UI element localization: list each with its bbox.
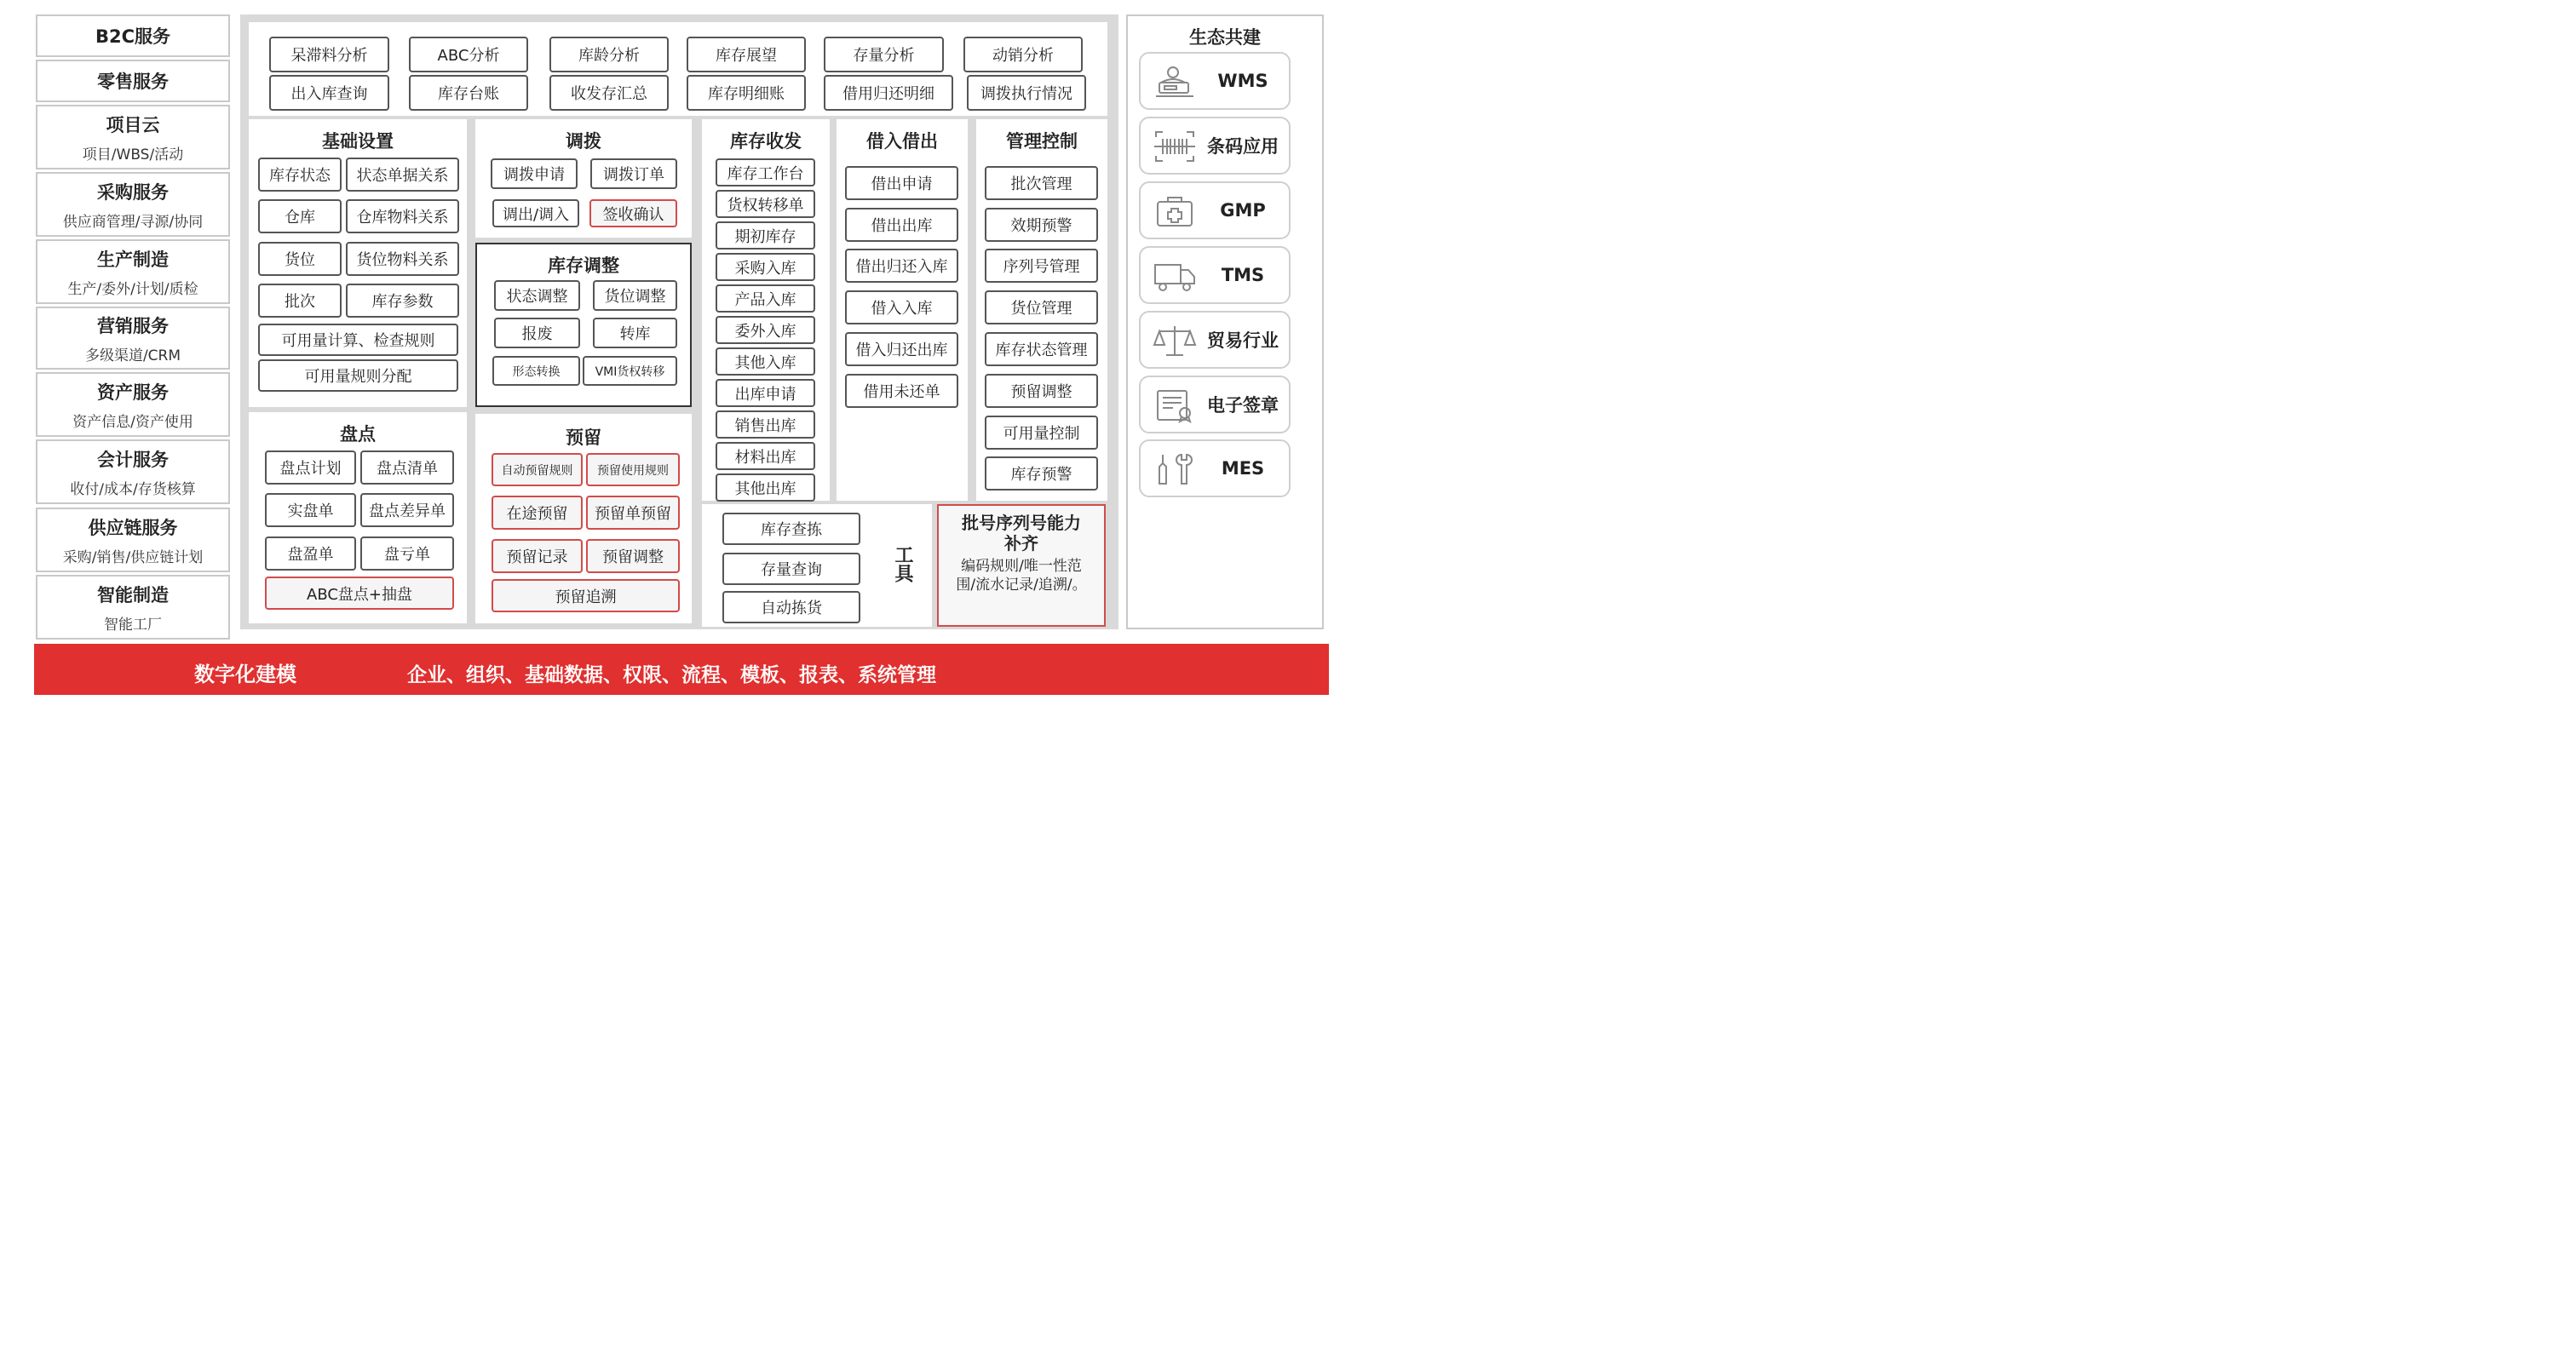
batch-serial-desc-line1: 编码规则/唯一性范 (961, 558, 1082, 575)
batch-serial-title-line1: 批号序列号能力 (962, 513, 1081, 533)
left-service-title: 零售服务 (97, 72, 169, 92)
transfer-button[interactable]: 签收确认 (589, 199, 677, 227)
stock-take-button[interactable]: 实盘单 (265, 493, 356, 527)
stock-take-button[interactable]: ABC盘点+抽盘 (265, 577, 454, 610)
control-button[interactable]: 可用量控制 (985, 416, 1098, 450)
reserve-button[interactable]: 预留调整 (586, 539, 680, 573)
delivery-truck-icon (1153, 258, 1197, 294)
stock-io-button[interactable]: 库存工作台 (716, 158, 815, 186)
control-button[interactable]: 预留调整 (985, 374, 1098, 408)
stock-take-button[interactable]: 盘亏单 (360, 536, 454, 571)
adjust-button[interactable]: 形态转换 (492, 356, 580, 386)
ecosystem-item-label: 电子签章 (1207, 395, 1279, 416)
report-button[interactable]: 存量分析 (824, 37, 944, 72)
basic-setting-button[interactable]: 可用量规则分配 (258, 359, 458, 392)
report-button[interactable]: 借用归还明细 (824, 75, 953, 111)
transfer-button[interactable]: 调拨订单 (590, 158, 677, 189)
tool-button[interactable]: 自动拣货 (722, 591, 860, 623)
borrow-button[interactable]: 借出申请 (845, 166, 958, 200)
report-button[interactable]: 出入库查询 (269, 75, 389, 111)
adjust-button[interactable]: 货位调整 (593, 280, 677, 311)
report-button[interactable]: 库龄分析 (549, 37, 669, 72)
basic-setting-button[interactable]: 仓库 (258, 199, 342, 233)
basic-setting-button[interactable]: 库存状态 (258, 158, 342, 192)
control-button[interactable]: 序列号管理 (985, 249, 1098, 283)
left-service-subtitle: 采购/销售/供应链计划 (62, 548, 204, 566)
ecosystem-item-label: GMP (1220, 200, 1266, 221)
basic-setting-button[interactable]: 货位 (258, 242, 342, 276)
basic-setting-button[interactable]: 批次 (258, 284, 342, 318)
left-service-item[interactable] (36, 239, 230, 304)
left-service-title: 供应链服务 (88, 517, 178, 538)
tools-title-text: 工具 (892, 545, 913, 582)
left-service-item[interactable] (36, 14, 230, 57)
ecosystem-item-label: WMS (1217, 71, 1268, 91)
borrow-button[interactable]: 借入归还出库 (845, 332, 958, 366)
reserve-button[interactable]: 预留单预留 (586, 496, 680, 530)
batch-serial-desc-line2: 围/流水记录/追溯/。 (956, 577, 1087, 594)
ecosystem-item[interactable] (1139, 117, 1291, 175)
borrow-button[interactable]: 借出归还入库 (845, 249, 958, 283)
control-button[interactable]: 库存预警 (985, 456, 1098, 491)
left-service-item[interactable] (36, 575, 230, 640)
tool-button[interactable]: 库存查拣 (722, 513, 860, 545)
barcode-scanner-icon (1153, 129, 1197, 164)
stock-io-button[interactable]: 材料出库 (716, 442, 815, 470)
stock-io-button[interactable]: 出库申请 (716, 379, 815, 407)
left-service-subtitle: 生产/委外/计划/质检 (67, 280, 198, 298)
balance-scale-icon (1153, 323, 1197, 359)
reserve-button[interactable]: 预留使用规则 (586, 453, 680, 486)
report-button[interactable]: 库存展望 (687, 37, 806, 72)
reserve-button[interactable]: 自动预留规则 (492, 453, 583, 486)
stock-io-button[interactable]: 其他出库 (716, 473, 815, 502)
footer-bar (34, 644, 1329, 695)
left-service-item[interactable] (36, 307, 230, 370)
stock-take-button[interactable]: 盘点清单 (360, 450, 454, 485)
borrow-button[interactable]: 借入入库 (845, 290, 958, 324)
report-button[interactable]: 库存明细账 (687, 75, 806, 111)
control-button[interactable]: 货位管理 (985, 290, 1098, 324)
control-button[interactable]: 批次管理 (985, 166, 1098, 200)
left-service-subtitle: 供应商管理/寻源/协同 (62, 213, 204, 231)
stock-io-title: 库存收发 (730, 131, 802, 152)
warehouse-robot-icon (1153, 64, 1197, 100)
tool-button[interactable]: 存量查询 (722, 553, 860, 585)
basic-setting-button[interactable]: 状态单据关系 (346, 158, 459, 192)
reserve-button[interactable]: 预留追溯 (492, 579, 680, 612)
stock-take-title: 盘点 (340, 424, 376, 445)
stock-io-button[interactable]: 其他入库 (716, 347, 815, 376)
stock-io-button[interactable]: 销售出库 (716, 410, 815, 439)
left-service-item[interactable] (36, 508, 230, 572)
ecosystem-item[interactable] (1139, 181, 1291, 239)
stock-io-button[interactable]: 采购入库 (716, 253, 815, 281)
left-service-title: 资产服务 (97, 382, 169, 403)
stock-io-button[interactable]: 产品入库 (716, 284, 815, 313)
report-button[interactable]: 呆滞料分析 (269, 37, 389, 72)
document-signature-icon (1153, 387, 1197, 423)
report-button[interactable]: 调拨执行情况 (967, 75, 1086, 111)
borrow-title: 借入借出 (866, 131, 938, 152)
basic-setting-button[interactable]: 可用量计算、检查规则 (258, 324, 458, 356)
ecosystem-item[interactable] (1139, 311, 1291, 369)
basic-settings-title: 基础设置 (322, 131, 394, 152)
ecosystem-item[interactable] (1139, 376, 1291, 433)
batch-serial-title (937, 513, 1106, 554)
footer-label: 数字化建模 (194, 663, 296, 686)
left-service-title: 项目云 (106, 114, 160, 135)
left-service-title: 营销服务 (97, 315, 169, 336)
ecosystem-item-label: MES (1221, 458, 1265, 479)
basic-setting-button[interactable]: 仓库物料关系 (346, 199, 459, 233)
left-service-title: B2C服务 (95, 26, 171, 47)
left-service-item[interactable] (36, 60, 230, 102)
stock-take-button[interactable]: 盘点差异单 (360, 493, 454, 527)
batch-serial-desc (937, 557, 1106, 594)
stock-io-button[interactable]: 期初库存 (716, 221, 815, 250)
left-service-subtitle: 资产信息/资产使用 (72, 413, 193, 431)
ecosystem-title: 生态共建 (1189, 27, 1261, 48)
left-service-item[interactable] (36, 372, 230, 437)
left-service-title: 会计服务 (97, 449, 169, 470)
adjust-button[interactable]: 转库 (593, 318, 677, 348)
stock-take-button[interactable]: 盘盈单 (265, 536, 356, 571)
inventory-adjust-title: 库存调整 (548, 255, 619, 276)
report-button[interactable]: 动销分析 (963, 37, 1083, 72)
basic-setting-button[interactable]: 货位物料关系 (346, 242, 459, 276)
reserve-button[interactable]: 预留记录 (492, 539, 583, 573)
left-service-subtitle: 收付/成本/存货核算 (70, 480, 196, 498)
transfer-button[interactable]: 调拨申请 (491, 158, 578, 189)
control-button[interactable]: 效期预警 (985, 208, 1098, 242)
ecosystem-item[interactable] (1139, 52, 1291, 110)
left-service-item[interactable] (36, 105, 230, 169)
reserve-title: 预留 (566, 427, 601, 448)
footer-content: 企业、组织、基础数据、权限、流程、模板、报表、系统管理 (407, 664, 936, 686)
basic-setting-button[interactable]: 库存参数 (346, 284, 459, 318)
left-service-item[interactable] (36, 439, 230, 504)
transfer-title: 调拨 (566, 131, 601, 152)
reserve-button[interactable]: 在途预留 (492, 496, 583, 530)
report-button[interactable]: ABC分析 (409, 37, 528, 72)
ecosystem-item-label: 贸易行业 (1207, 330, 1279, 351)
tools-wrench-icon (1153, 451, 1197, 487)
borrow-button[interactable]: 借出出库 (845, 208, 958, 242)
left-service-item[interactable] (36, 172, 230, 237)
ecosystem-item[interactable] (1139, 246, 1291, 304)
stock-take-button[interactable]: 盘点计划 (265, 450, 356, 485)
report-button[interactable]: 收发存汇总 (549, 75, 669, 111)
ecosystem-item-label: TMS (1221, 265, 1265, 285)
adjust-button[interactable]: 状态调整 (494, 280, 580, 311)
stock-io-button[interactable]: 委外入库 (716, 316, 815, 344)
adjust-button[interactable]: VMI货权转移 (583, 356, 677, 386)
left-service-title: 采购服务 (97, 181, 169, 203)
left-service-subtitle: 多级渠道/CRM (84, 347, 181, 364)
tools-title (889, 545, 915, 588)
stock-io-button[interactable]: 货权转移单 (716, 190, 815, 218)
control-button[interactable]: 库存状态管理 (985, 332, 1098, 366)
borrow-button[interactable]: 借用未还单 (845, 374, 958, 408)
left-service-title: 智能制造 (97, 584, 169, 605)
ecosystem-item-label: 条码应用 (1207, 136, 1279, 157)
left-service-subtitle: 智能工厂 (104, 616, 162, 634)
control-title: 管理控制 (1006, 131, 1078, 152)
batch-serial-title-line2: 补齐 (1004, 533, 1038, 554)
report-button[interactable]: 库存台账 (409, 75, 528, 111)
left-service-title: 生产制造 (97, 249, 169, 270)
adjust-button[interactable]: 报废 (494, 318, 580, 348)
transfer-button[interactable]: 调出/调入 (492, 199, 579, 227)
left-service-subtitle: 项目/WBS/活动 (82, 146, 184, 164)
ecosystem-item[interactable] (1139, 439, 1291, 497)
medical-kit-icon (1153, 193, 1197, 229)
